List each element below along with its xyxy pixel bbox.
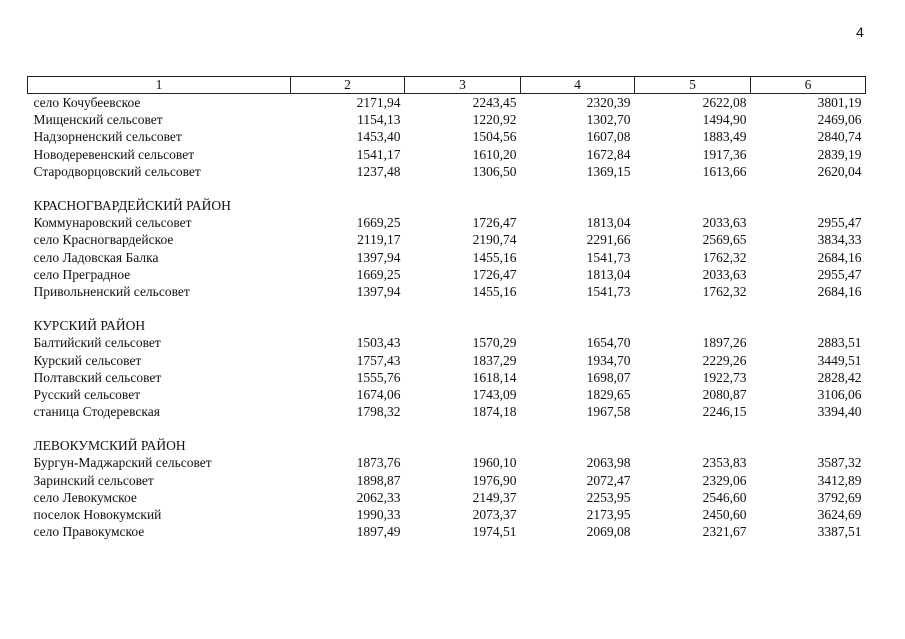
value-cell: 1743,09 — [472, 386, 517, 402]
value-cell: 1503,43 — [356, 335, 401, 351]
table-row — [28, 523, 866, 540]
value-cell: 2033,63 — [702, 266, 747, 282]
value-cell: 1698,07 — [586, 369, 631, 385]
table-row — [28, 94, 866, 112]
table-row — [28, 472, 866, 489]
value-cell: 2033,63 — [702, 215, 747, 231]
locality-name: Новодеревенский сельсовет — [33, 146, 195, 162]
value-cell: 2320,39 — [586, 95, 631, 111]
value-cell: 1917,36 — [702, 146, 747, 162]
value-cell: 3387,51 — [817, 524, 862, 540]
table-row — [28, 163, 866, 180]
locality-name: Балтийский сельсовет — [33, 335, 161, 351]
locality-name: село Преградное — [33, 266, 131, 282]
table-row — [28, 403, 866, 420]
value-cell: 1897,49 — [356, 524, 401, 540]
value-cell: 1883,49 — [702, 129, 747, 145]
value-cell: 2840,74 — [817, 129, 862, 145]
value-cell: 1974,51 — [472, 524, 517, 540]
value-cell: 1154,13 — [357, 112, 401, 128]
table-row — [28, 369, 866, 386]
value-cell: 2450,60 — [702, 507, 747, 523]
district-title: ЛЕВОКУМСКИЙ РАЙОН — [33, 438, 186, 454]
locality-name: село Кочубеевское — [33, 95, 141, 111]
page-number: 4 — [856, 24, 864, 40]
locality-name: Русский сельсовет — [33, 386, 141, 402]
district-title: КУРСКИЙ РАЙОН — [33, 318, 146, 334]
locality-name: станица Стодеревская — [33, 404, 160, 420]
value-cell: 2546,60 — [702, 489, 747, 505]
section-row — [28, 197, 866, 214]
table-row — [28, 489, 866, 506]
value-cell: 1813,04 — [586, 266, 631, 282]
spacer-cell — [28, 300, 866, 317]
value-cell: 3106,06 — [817, 386, 862, 402]
section-row — [28, 317, 866, 334]
value-cell: 1455,16 — [472, 249, 517, 265]
value-cell: 1237,48 — [356, 163, 401, 179]
value-cell: 1607,08 — [586, 129, 631, 145]
column-header: 2 — [291, 77, 405, 94]
value-cell: 2171,94 — [356, 95, 401, 111]
value-cell: 3624,69 — [817, 507, 862, 523]
value-cell: 2243,45 — [472, 95, 517, 111]
value-cell: 3449,51 — [817, 352, 862, 368]
table-row — [28, 283, 866, 300]
section-row — [28, 437, 866, 454]
value-cell: 1541,17 — [356, 146, 401, 162]
table-row — [28, 454, 866, 471]
value-cell: 2321,67 — [702, 524, 747, 540]
value-cell: 2469,06 — [817, 112, 862, 128]
value-cell: 1369,15 — [586, 163, 631, 179]
value-cell: 2839,19 — [817, 146, 862, 162]
column-header: 5 — [635, 77, 751, 94]
column-header: 6 — [751, 77, 866, 94]
table-row — [28, 249, 866, 266]
value-cell: 1669,25 — [356, 266, 401, 282]
table-row — [28, 146, 866, 163]
table-row — [28, 506, 866, 523]
value-cell: 1757,43 — [356, 352, 401, 368]
value-cell: 2062,33 — [356, 489, 401, 505]
value-cell: 2080,87 — [702, 386, 747, 402]
value-cell: 2063,98 — [586, 455, 631, 471]
spacer-cell — [28, 420, 866, 437]
value-cell: 1762,32 — [702, 249, 747, 265]
value-cell: 1455,16 — [472, 283, 517, 299]
value-cell: 2955,47 — [817, 266, 862, 282]
value-cell: 1976,90 — [472, 472, 517, 488]
value-cell: 1829,65 — [586, 386, 631, 402]
locality-name: Курский сельсовет — [33, 352, 142, 368]
locality-name: Стародворцовский сельсовет — [33, 163, 201, 179]
tariff-table — [27, 76, 866, 540]
value-cell: 1541,73 — [586, 283, 631, 299]
district-title: КРАСНОГВАРДЕЙСКИЙ РАЙОН — [33, 198, 231, 214]
value-cell: 1504,56 — [472, 129, 517, 145]
value-cell: 1306,50 — [472, 163, 517, 179]
value-cell: 2119,17 — [357, 232, 401, 248]
value-cell: 1570,29 — [472, 335, 517, 351]
value-cell: 2329,06 — [702, 472, 747, 488]
column-header: 1 — [28, 77, 291, 94]
value-cell: 1494,90 — [702, 112, 747, 128]
value-cell: 2173,95 — [586, 507, 631, 523]
table-header — [28, 77, 866, 94]
value-cell: 3792,69 — [817, 489, 862, 505]
value-cell: 2253,95 — [586, 489, 631, 505]
value-cell: 1873,76 — [356, 455, 401, 471]
locality-name: поселок Новокумский — [33, 507, 162, 523]
table-row — [28, 231, 866, 248]
value-cell: 1726,47 — [472, 266, 517, 282]
value-cell: 2955,47 — [817, 215, 862, 231]
value-cell: 2684,16 — [817, 249, 862, 265]
locality-name: Коммунаровский сельсовет — [33, 215, 192, 231]
value-cell: 1220,92 — [472, 112, 517, 128]
value-cell: 1654,70 — [586, 335, 631, 351]
value-cell: 1672,84 — [586, 146, 631, 162]
table-row — [28, 386, 866, 403]
table-body — [28, 94, 866, 541]
value-cell: 3834,33 — [817, 232, 862, 248]
locality-name: Привольненский сельсовет — [33, 283, 190, 299]
value-cell: 1726,47 — [472, 215, 517, 231]
table-row — [28, 128, 866, 145]
locality-name: Надзорненский сельсовет — [33, 129, 182, 145]
value-cell: 2684,16 — [817, 283, 862, 299]
value-cell: 2622,08 — [702, 95, 747, 111]
value-cell: 2149,37 — [472, 489, 517, 505]
locality-name: Заринский сельсовет — [33, 472, 154, 488]
value-cell: 2569,65 — [702, 232, 747, 248]
value-cell: 1922,73 — [702, 369, 747, 385]
value-cell: 2190,74 — [472, 232, 517, 248]
value-cell: 1898,87 — [356, 472, 401, 488]
column-header: 4 — [521, 77, 635, 94]
value-cell: 1960,10 — [472, 455, 517, 471]
locality-name: Мищенский сельсовет — [33, 112, 163, 128]
locality-name: село Красногвардейское — [33, 232, 174, 248]
value-cell: 1874,18 — [472, 404, 517, 420]
spacer-row — [28, 420, 866, 437]
value-cell: 2353,83 — [702, 455, 747, 471]
value-cell: 2620,04 — [817, 163, 862, 179]
value-cell: 2072,47 — [586, 472, 631, 488]
value-cell: 1613,66 — [702, 163, 747, 179]
value-cell: 1762,32 — [702, 283, 747, 299]
locality-name: село Левокумское — [33, 489, 137, 505]
value-cell: 1453,40 — [356, 129, 401, 145]
value-cell: 1813,04 — [586, 215, 631, 231]
value-cell: 2291,66 — [586, 232, 631, 248]
value-cell: 1669,25 — [356, 215, 401, 231]
table-row — [28, 111, 866, 128]
value-cell: 3587,32 — [817, 455, 862, 471]
table-row — [28, 266, 866, 283]
value-cell: 1397,94 — [356, 283, 401, 299]
column-header: 3 — [405, 77, 521, 94]
value-cell: 1302,70 — [586, 112, 631, 128]
locality-name: Полтавский сельсовет — [33, 369, 162, 385]
value-cell: 2069,08 — [586, 524, 631, 540]
value-cell: 3412,89 — [817, 472, 862, 488]
spacer-cell — [28, 180, 866, 197]
value-cell: 1674,06 — [356, 386, 401, 402]
locality-name: село Правокумское — [33, 524, 145, 540]
value-cell: 1798,32 — [356, 404, 401, 420]
value-cell: 1990,33 — [356, 507, 401, 523]
value-cell: 3801,19 — [817, 95, 862, 111]
value-cell: 1897,26 — [702, 335, 747, 351]
value-cell: 2073,37 — [472, 507, 517, 523]
value-cell: 1610,20 — [472, 146, 517, 162]
spacer-row — [28, 180, 866, 197]
value-cell: 2246,15 — [702, 404, 747, 420]
value-cell: 1541,73 — [586, 249, 631, 265]
header-row — [28, 77, 866, 94]
value-cell: 2828,42 — [817, 369, 862, 385]
value-cell: 1837,29 — [472, 352, 517, 368]
locality-name: село Ладовская Балка — [33, 249, 159, 265]
value-cell: 2229,26 — [702, 352, 747, 368]
locality-name: Бургун-Маджарский сельсовет — [33, 455, 212, 471]
table-row — [28, 214, 866, 231]
table-row — [28, 351, 866, 368]
value-cell: 1618,14 — [472, 369, 517, 385]
value-cell: 2883,51 — [817, 335, 862, 351]
value-cell: 1555,76 — [356, 369, 401, 385]
value-cell: 1934,70 — [586, 352, 631, 368]
spacer-row — [28, 300, 866, 317]
value-cell: 3394,40 — [817, 404, 862, 420]
value-cell: 1967,58 — [586, 404, 631, 420]
value-cell: 1397,94 — [356, 249, 401, 265]
table-row — [28, 334, 866, 351]
